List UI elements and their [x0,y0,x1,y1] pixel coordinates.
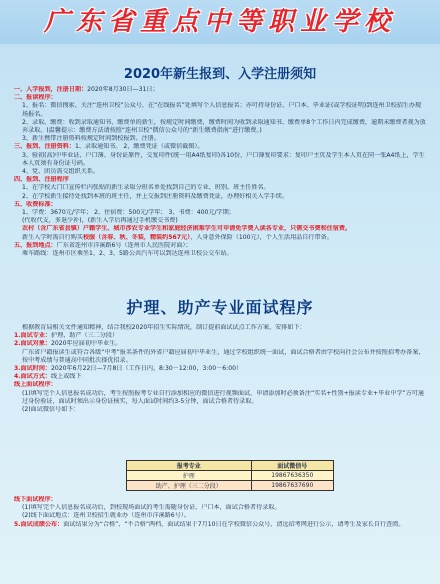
docs-3: 3、验初(高)中毕业证、户口簿、身份证原件，交复印件(统一用A4纸复印)各10份，户口簿复印要求：复印户主页及学生本人页在同一张A4纸上，学生本人页须有身份证号码。 [22,151,425,167]
fee-note: (代收代支，多退少补)，(新生入学后再通过手机缴交书费) [22,217,178,225]
online-heading: 线上面试程序： [14,381,57,389]
major-line: 1.面试专业：护理、助产（三二分段） [14,332,119,340]
method-line: 4.面试方式：线上或线下 [14,373,82,381]
online-1: (1)填写完个人信息报名成功后，考生按照报考专业自行添加相应的微信进行视频面试，申请添加时必须备注“实名+性别+报读专业+毕业中学”方可通过身份验证，面试时须出示身份证核实，每人面试时间约3-5分钟，面试合格者待录取。 [22,389,424,405]
fee-heading: 五、收费标准： [14,200,57,208]
table-row [127,471,334,481]
time-line: 3.面试时间：2020年6月22日—7月8日（工作日内，8:30－12:00，3:00－6:00） [14,365,243,373]
registration-notice [14,66,426,292]
flow-2: 2、在学校新生接待处找到本班的班主任，并上交报到注册资料及缴费凭证，办理好相关入学手续。 [22,192,288,200]
interview-title: 护理、助产专业面试程序 [126,298,314,317]
flow-heading: 四、报到、注册程序 [14,176,69,184]
table-row [127,481,334,491]
table-header: 面试微信号 [251,461,333,471]
table-header-row [127,461,334,471]
scope-line: 2.面试对象：2020年应届初中毕业生。 [14,340,122,348]
reg-date-line: 一、入学报到，注册日期：2020年8月30日—31日； [14,86,159,93]
docs-line: 三、报到、注册资料：1、录取通知书。 2、缴费凭证（或微信截图）。 [14,143,204,151]
wechat-table [126,460,334,491]
table-cell: 19867636350 [251,471,333,481]
offline-1: (1)填写完个人信息报名成功后，到校现场面试的考生需随身份证、户口本，面试合格者待录取。 [22,504,281,512]
result-line: 5.面试成绩公布：面试结果分为“合格”、“不合格”两档，面试结果于7月10日在学校微信公众号、清远招考网进行公示，请考生及家长自行查阅。 [14,520,405,528]
insurance-line: 新生入学时需自行购买校服（含春、秋、冬装，精装约567元），人身意外保险（100元），个人生活用品自行带备。 [22,233,333,241]
fee-items: 1、学费：3670元/学年； 2、住宿费：500元/学年； 3、书费：400元/学期； [22,209,235,217]
offline-2: (2)线下面试地点：连州卫校招生就业办（连州市洋溪路6号）。 [22,512,190,520]
online-2: (2)面试微信号如下： [22,406,80,414]
proc-heading: 二、报读程序： [14,94,57,102]
table-header: 报考专业 [127,461,252,471]
scope-desc: 广东省户籍报读生或符合各级“中考”报名条件的外省户籍应届初中毕业生，通过学校组织统一面试，面试合格者由学校向社会公布并按照招考办备案，按中考成绩与普通高中同批次择优招录。 [22,348,425,364]
step-1: 1、报名：微信搜索、关注“连州卫校”公众号，在“在线报名”处填写个人信息报名；亦可持身份证、户口本、毕业证(或学校证明)到连州卫校招生办现场报名。 [22,102,422,118]
docs-4: 4、党、团员需交组织关系。 [22,168,100,176]
step-3: 3、新生携带注册资料按规定时间到校报到、注册。 [22,135,160,143]
table-cell: 护理 [127,471,252,481]
interview-procedure [14,296,426,580]
interview-intro: 根据教育局相关文件通知精神，结合我校2020年招生实际情况，制订提前面试试点工作方案，安排如下： [22,324,306,331]
offline-block [14,496,426,529]
fee-policy: 农村（含广东省县镇）户籍学生、城市涉农专业学生和家庭经济困难学生可申请免学费入读各专业，只需交书费和住宿费。 [22,225,352,233]
bus-route: 乘车路线：连州市区乘坐1、2、3、5路公共汽车可以到达连州卫校公交车站。 [22,250,233,258]
flow-1: 1、在学校大门口宣传栏内张贴的新生录取分班名单处找到自己的专业、班别、班主任姓名。 [22,184,270,192]
table-cell: 助产、护理（三二分段） [127,481,252,491]
address-line: 五、报到地点：广东省连州市洋溪路6号（连州市人民医院对面）； [14,241,192,249]
registration-title: 2020年新生报到、入学注册须知 [123,67,317,82]
school-name-title: 广东省重点中等职业学校 [43,7,396,37]
school-banner [0,0,440,44]
table-cell: 19867637690 [251,481,333,491]
offline-heading: 线下面试程序： [14,496,57,503]
step-2: 2、录取、缴费：收到录取通知书、缴费单的新生，按规定时间缴费，缴费时间为收到录取通知书、缴费单8个工作日内完成缴费，逾期未缴费者视为放弃录取。(温馨提示：缴费方法请按照“连州卫校”微信公众号的“新生缴费指南”进行缴费。) [22,118,426,135]
